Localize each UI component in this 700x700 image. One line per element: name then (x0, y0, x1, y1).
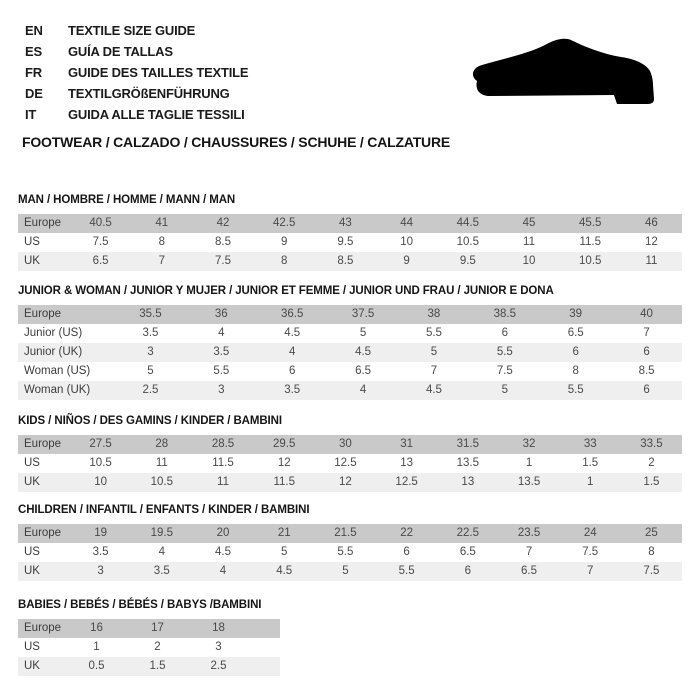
size-cell: 8 (648, 546, 655, 558)
row-label: UK (24, 565, 40, 577)
section-title: JUNIOR & WOMAN / JUNIOR Y MUJER / JUNIOR ET FEMME / JUNIOR UND FRAU / JUNIOR E DONA (18, 285, 554, 297)
size-cell: 1 (587, 476, 594, 488)
size-cell: 8 (281, 255, 288, 267)
size-cell: 10.5 (150, 476, 173, 488)
size-cell: 5.5 (496, 346, 513, 358)
size-cell: 2 (154, 641, 161, 653)
size-cell: 6.5 (92, 255, 109, 267)
size-table-row (18, 324, 682, 343)
size-cell: 5.5 (425, 327, 442, 339)
size-cell: 12 (277, 457, 291, 469)
size-cell: 4.5 (215, 546, 231, 558)
size-cell: 41 (155, 217, 169, 229)
size-cell: 13 (461, 476, 475, 488)
size-cell: 1 (525, 457, 533, 469)
section-title: MAN / HOMBRE / HOMME / MANN / MAN (18, 194, 236, 206)
section-title: CHILDREN / INFANTIL / ENFANTS / KINDER / BAMBINI (18, 504, 310, 516)
size-cell: 4 (359, 384, 367, 396)
size-cell: 6.5 (521, 565, 538, 577)
size-cell: 10.5 (579, 255, 602, 267)
size-cell: 6 (464, 565, 472, 577)
size-cell: 45.5 (579, 217, 602, 229)
size-cell: 27.5 (89, 438, 112, 450)
size-cell: 11 (155, 457, 168, 469)
language-label: GUIDA ALLE TAGLIE TESSILI (68, 107, 245, 122)
row-label: Europe (24, 438, 62, 450)
size-cell: 29.5 (273, 438, 296, 450)
dress-shoe-icon (466, 36, 666, 110)
size-cell: 7 (430, 365, 438, 377)
size-cell: 33 (583, 438, 597, 450)
row-label: Woman (US) (24, 365, 91, 377)
size-table-row (18, 233, 682, 252)
size-table-row (18, 381, 682, 400)
language-code: FR (25, 65, 42, 80)
language-code: EN (25, 23, 43, 38)
size-cell: 5.5 (213, 365, 230, 377)
size-cell: 37.5 (351, 308, 375, 320)
size-cell: 4 (158, 546, 165, 558)
size-cell: 32 (522, 438, 536, 450)
size-table-row (18, 473, 682, 492)
language-label: GUIDE DES TAILLES TEXTILE (68, 65, 249, 80)
size-cell: 5.5 (567, 384, 584, 396)
size-cell: 12.5 (395, 476, 418, 488)
size-cell: 3.5 (213, 346, 230, 358)
section-junior-woman (18, 285, 682, 400)
language-label: GUÍA DE TALLAS (68, 44, 173, 59)
row-label: UK (24, 255, 40, 267)
size-cell: 19 (94, 527, 107, 539)
size-cell: 3 (218, 384, 225, 396)
row-label: UK (24, 476, 40, 488)
size-cell: 5 (359, 327, 367, 339)
size-table-row (18, 252, 682, 271)
size-cell: 17 (151, 622, 164, 634)
language-label: TEXTILE SIZE GUIDE (68, 23, 196, 38)
language-code: ES (25, 44, 42, 59)
size-cell: 1 (93, 641, 100, 653)
size-cell: 3.5 (284, 384, 301, 396)
size-cell: 4 (219, 565, 227, 577)
size-table-row (18, 657, 280, 676)
size-cell: 11.5 (579, 236, 601, 248)
size-table-header-row (18, 524, 682, 543)
size-cell: 35.5 (139, 308, 162, 320)
size-cell: 23.5 (517, 527, 541, 539)
row-label: Junior (US) (24, 327, 83, 339)
size-cell: 7 (643, 327, 650, 339)
size-cell: 6 (572, 346, 579, 358)
size-cell: 36.5 (280, 308, 304, 320)
size-cell: 7.5 (215, 255, 231, 267)
size-cell: 3.5 (153, 565, 170, 577)
size-cell: 11 (523, 236, 535, 248)
size-cell: 16 (90, 622, 103, 634)
section-kids (18, 415, 682, 492)
size-cell: 31 (400, 438, 414, 450)
size-cell: 12.5 (334, 457, 357, 469)
size-cell: 6 (288, 365, 296, 377)
size-table-babies (18, 619, 280, 676)
size-cell: 13 (400, 457, 414, 469)
size-cell: 45 (522, 217, 536, 229)
section-children (18, 504, 682, 581)
size-cell: 6 (643, 346, 650, 358)
size-cell: 43 (339, 217, 352, 229)
size-cell: 24 (583, 527, 597, 539)
language-code: IT (25, 107, 37, 122)
size-cell: 7.5 (582, 546, 599, 558)
size-cell: 20 (216, 527, 230, 539)
size-table-header-row (18, 214, 682, 233)
size-cell: 28.5 (211, 438, 235, 450)
size-cell: 33.5 (640, 438, 663, 450)
size-cell: 11.5 (212, 457, 234, 469)
size-cell: 21.5 (334, 527, 357, 539)
size-cell: 6.5 (355, 365, 372, 377)
size-cell: 28 (155, 438, 169, 450)
size-cell: 19.5 (150, 527, 173, 539)
size-cell: 10.5 (456, 236, 480, 248)
size-cell: 44 (400, 217, 414, 229)
row-label: US (24, 236, 40, 248)
size-cell: 38.5 (493, 308, 516, 320)
size-cell: 6.5 (459, 546, 476, 558)
section-babies (18, 599, 682, 676)
size-cell: 3 (215, 641, 222, 653)
size-cell: 5 (430, 346, 438, 358)
size-cell: 18 (212, 622, 225, 634)
size-cell: 7 (587, 565, 594, 577)
language-label: TEXTILGRÖßENFÜHRUNG (68, 86, 230, 101)
size-cell: 21 (277, 527, 291, 539)
size-cell: 8.5 (215, 236, 231, 248)
size-cell: 4.5 (284, 327, 301, 339)
section-title: KIDS / NIÑOS / DES GAMINS / KINDER / BAMBINI (18, 415, 282, 427)
size-cell: 5 (281, 546, 288, 558)
size-cell: 4.5 (355, 346, 372, 358)
size-cell: 6 (403, 546, 410, 558)
size-cell: 7 (525, 546, 533, 558)
size-table-row (18, 638, 280, 657)
size-table-man (18, 214, 682, 271)
size-cell: 3.5 (92, 546, 109, 558)
row-label: US (24, 641, 40, 653)
size-cell: 9.5 (337, 236, 354, 248)
size-cell: 4 (288, 346, 296, 358)
size-cell: 9 (403, 255, 410, 267)
size-cell: 31.5 (456, 438, 480, 450)
row-label: Europe (24, 217, 62, 229)
row-label: Europe (24, 527, 62, 539)
size-table-children (18, 524, 682, 581)
size-cell: 10 (400, 236, 414, 248)
section-man (18, 194, 682, 271)
size-cell: 7.5 (92, 236, 109, 248)
row-label: Europe (24, 308, 62, 320)
size-cell: 3 (147, 346, 154, 358)
category-title: FOOTWEAR / CALZADO / CHAUSSURES / SCHUHE / CALZATURE (22, 134, 451, 150)
size-cell: 1.5 (149, 660, 166, 672)
size-cell: 30 (339, 438, 352, 450)
size-cell: 42 (216, 217, 230, 229)
language-code: DE (25, 86, 43, 101)
size-cell: 40 (640, 308, 653, 320)
row-label: UK (24, 660, 40, 672)
size-cell: 6.5 (567, 327, 584, 339)
size-cell: 10 (522, 255, 536, 267)
size-cell: 1.5 (643, 476, 660, 488)
row-label: Woman (UK) (24, 384, 91, 396)
size-cell: 10.5 (89, 457, 112, 469)
size-cell: 7.5 (643, 565, 660, 577)
size-table-kids (18, 435, 682, 492)
size-table-header-row (18, 305, 682, 324)
size-cell: 38 (427, 308, 441, 320)
section-title: BABIES / BEBÉS / BÉBÉS / BABYS /BAMBINI (18, 599, 262, 611)
size-cell: 8.5 (638, 365, 655, 377)
size-table-row (18, 454, 682, 473)
size-cell: 9 (281, 236, 288, 248)
size-table-row (18, 562, 682, 581)
size-cell: 1.5 (582, 457, 599, 469)
size-cell: 4 (218, 327, 225, 339)
size-cell: 11.5 (273, 476, 295, 488)
size-table-row (18, 362, 682, 381)
size-cell: 6 (501, 327, 509, 339)
size-cell: 5 (342, 565, 349, 577)
size-table-row (18, 543, 682, 562)
size-cell: 42.5 (273, 217, 296, 229)
size-cell: 5.5 (398, 565, 415, 577)
size-cell: 25 (645, 527, 658, 539)
size-cell: 5.5 (337, 546, 354, 558)
size-cell: 0.5 (88, 660, 105, 672)
size-cell: 5 (501, 384, 509, 396)
size-cell: 11 (217, 476, 229, 488)
size-cell: 9.5 (459, 255, 476, 267)
size-cell: 2.5 (210, 660, 227, 672)
size-cell: 6 (643, 384, 650, 396)
size-table-row (18, 343, 682, 362)
size-cell: 40.5 (89, 217, 112, 229)
size-cell: 36 (214, 308, 228, 320)
size-cell: 2 (648, 457, 655, 469)
size-cell: 13.5 (517, 476, 541, 488)
size-cell: 22 (400, 527, 414, 539)
size-cell: 8 (572, 365, 579, 377)
size-cell: 3.5 (142, 327, 159, 339)
size-cell: 2.5 (142, 384, 159, 396)
size-cell: 5 (147, 365, 154, 377)
row-label: US (24, 546, 40, 558)
size-cell: 10 (94, 476, 107, 488)
size-table-header-row (18, 435, 682, 454)
size-cell: 12 (645, 236, 658, 248)
size-cell: 8 (158, 236, 165, 248)
size-table-junior-woman (18, 305, 682, 400)
size-cell: 4.5 (276, 565, 293, 577)
size-cell: 13.5 (456, 457, 480, 469)
size-cell: 44.5 (456, 217, 480, 229)
size-cell: 7.5 (496, 365, 513, 377)
size-cell: 12 (339, 476, 352, 488)
row-label: Europe (24, 622, 62, 634)
size-cell: 22.5 (456, 527, 480, 539)
size-cell: 46 (645, 217, 658, 229)
row-label: US (24, 457, 40, 469)
size-cell: 3 (97, 565, 104, 577)
size-cell: 11 (645, 255, 658, 267)
row-label: Junior (UK) (24, 346, 83, 358)
size-table-header-row (18, 619, 280, 638)
size-cell: 4.5 (425, 384, 442, 396)
size-cell: 7 (158, 255, 165, 267)
size-cell: 8.5 (337, 255, 354, 267)
size-cell: 39 (569, 308, 583, 320)
